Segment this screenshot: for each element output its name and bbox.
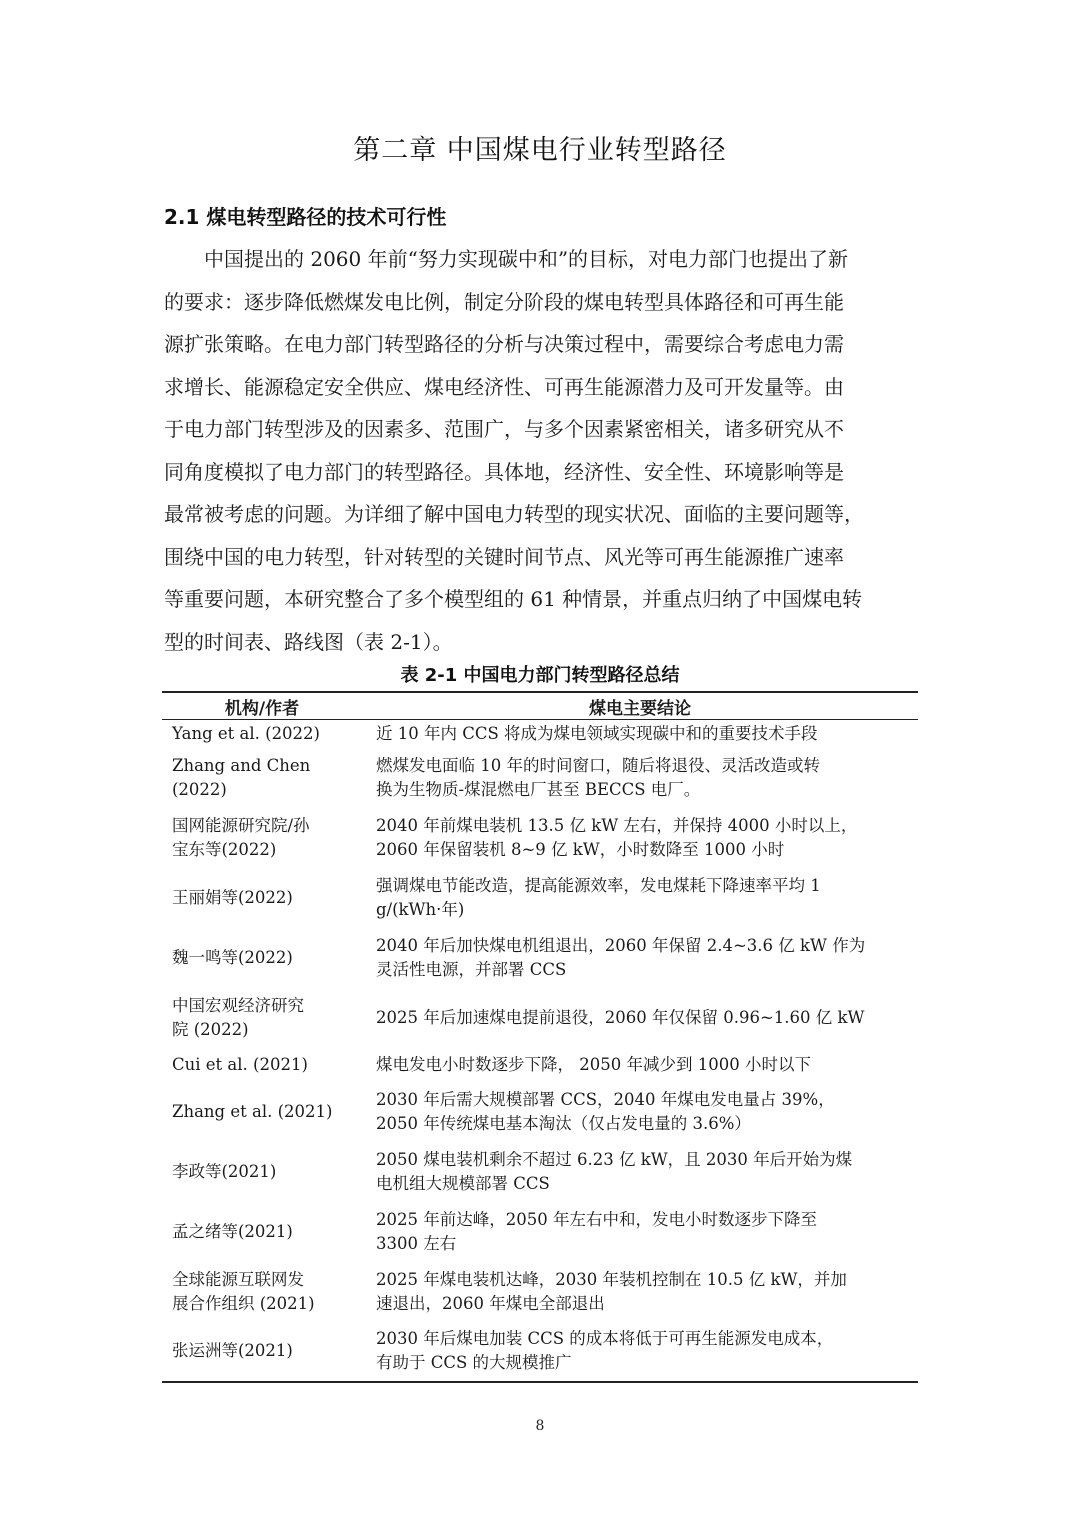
conclusion-text: 2050 煤电装机剩余不超过 6.23 亿 kW，且 2030 年后开始为煤 xyxy=(376,1149,853,1169)
paragraph-line: 求增长、能源稳定安全供应、煤电经济性、可再生能源潜力及可开发量等。由 xyxy=(164,374,844,399)
author-text: Zhang et al. (2021) xyxy=(172,1101,333,1121)
table-row xyxy=(162,1322,918,1382)
table-row xyxy=(162,1082,918,1142)
conclusion-cell xyxy=(362,1202,918,1262)
table-row xyxy=(162,1142,918,1202)
author-text: 魏一鸣等(2022) xyxy=(172,947,293,967)
chapter-title: 第二章 中国煤电行业转型路径 xyxy=(353,135,727,166)
author-text: 展合作组织 (2021) xyxy=(172,1293,315,1313)
table-row xyxy=(162,868,918,928)
author-cell xyxy=(162,1202,362,1262)
conclusion-text: 2060 年保留装机 8~9 亿 kW，小时数降至 1000 小时 xyxy=(376,839,785,859)
conclusion-cell xyxy=(362,928,918,988)
conclusion-cell xyxy=(362,988,918,1048)
paragraph-line: 中国提出的 2060 年前“努力实现碳中和”的目标，对电力部门也提出了新 xyxy=(164,247,849,271)
author-cell xyxy=(162,1082,362,1142)
author-cell xyxy=(162,720,362,748)
paragraph-line: 等重要问题，本研究整合了多个模型组的 61 种情景，并重点归纳了中国煤电转 xyxy=(164,587,863,611)
conclusion-cell xyxy=(362,808,918,868)
author-cell xyxy=(162,988,362,1048)
paragraph-line: 同角度模拟了电力部门的转型路径。具体地，经济性、安全性、环境影响等是 xyxy=(164,459,844,484)
conclusion-text: 强调煤电节能改造，提高能源效率，发电煤耗下降速率平均 1 xyxy=(376,875,821,895)
conclusion-cell xyxy=(362,1322,918,1382)
paragraph-line: 于电力部门转型涉及的因素多、范围广，与多个因素紧密相关，诸多研究从不 xyxy=(164,417,844,441)
author-cell xyxy=(162,1142,362,1202)
conclusion-text: 3300 左右 xyxy=(376,1233,457,1253)
column-header-conclusion: 煤电主要结论 xyxy=(362,692,918,720)
table-row xyxy=(162,808,918,868)
author-cell xyxy=(162,748,362,808)
author-cell xyxy=(162,808,362,868)
table-header-row xyxy=(162,692,918,720)
conclusion-cell xyxy=(362,1262,918,1322)
conclusion-text: 灵活性电源，并部署 CCS xyxy=(376,959,567,979)
table-row xyxy=(162,928,918,988)
conclusion-text: 电机组大规模部署 CCS xyxy=(376,1173,550,1193)
conclusion-cell xyxy=(362,1048,918,1082)
conclusion-text: 2025 年煤电装机达峰，2030 年装机控制在 10.5 亿 kW，并加 xyxy=(376,1269,847,1289)
conclusion-text: 燃煤发电面临 10 年的时间窗口，随后将退役、灵活改造或转 xyxy=(376,755,820,775)
conclusion-cell xyxy=(362,1142,918,1202)
conclusion-text: 换为生物质-煤混燃电厂甚至 BECCS 电厂。 xyxy=(376,779,701,799)
table-row xyxy=(162,1202,918,1262)
transition-pathway-table xyxy=(162,691,918,1383)
author-text: 中国宏观经济研究 xyxy=(172,995,304,1015)
paragraph-line: 型的时间表、路线图（表 2-1）。 xyxy=(164,629,453,654)
conclusion-text: g/(kWh·年) xyxy=(376,899,465,919)
author-text: 张运洲等(2021) xyxy=(172,1341,293,1360)
conclusion-text: 2050 年传统煤电基本淘汰（仅占发电量的 3.6%） xyxy=(376,1113,751,1133)
author-cell xyxy=(162,1262,362,1322)
table-row xyxy=(162,748,918,808)
paragraph-line: 最常被考虑的问题。为详细了解中国电力转型的现实状况、面临的主要问题等， xyxy=(164,502,864,526)
conclusion-text: 2030 年后煤电加装 CCS 的成本将低于可再生能源发电成本， xyxy=(376,1329,834,1348)
table-row xyxy=(162,1262,918,1322)
paragraph-line: 的要求：逐步降低燃煤发电比例，制定分阶段的煤电转型具体路径和可再生能 xyxy=(164,289,844,314)
conclusion-cell xyxy=(362,1082,918,1142)
conclusion-text: 2040 年前煤电装机 13.5 亿 kW 左右，并保持 4000 小时以上， xyxy=(376,815,858,835)
page-number: 8 xyxy=(535,1418,545,1434)
conclusion-text: 速退出，2060 年煤电全部退出 xyxy=(376,1293,605,1313)
author-text: 国网能源研究院/孙 xyxy=(172,815,310,835)
body-paragraph xyxy=(164,238,920,663)
conclusion-text: 2025 年前达峰，2050 年左右中和，发电小时数逐步下降至 xyxy=(376,1209,817,1229)
conclusion-cell xyxy=(362,720,918,748)
author-text: 王丽娟等(2022) xyxy=(172,887,293,907)
conclusion-text: 近 10 年内 CCS 将成为煤电领域实现碳中和的重要技术手段 xyxy=(376,723,818,743)
author-text: Yang et al. (2022) xyxy=(172,723,320,743)
conclusion-text: 2025 年后加速煤电提前退役，2060 年仅保留 0.96~1.60 亿 kW xyxy=(376,1007,865,1027)
author-cell xyxy=(162,1048,362,1082)
author-cell xyxy=(162,1322,362,1382)
paragraph-line: 源扩张策略。在电力部门转型路径的分析与决策过程中，需要综合考虑电力需 xyxy=(164,332,844,356)
table-caption: 表 2-1 中国电力部门转型路径总结 xyxy=(400,665,680,686)
summary-table xyxy=(162,691,918,1383)
conclusion-text: 煤电发电小时数逐步下降， 2050 年减少到 1000 小时以下 xyxy=(376,1054,811,1074)
author-text: Cui et al. (2021) xyxy=(172,1054,308,1074)
author-text: 李政等(2021) xyxy=(172,1161,277,1181)
table-row xyxy=(162,988,918,1048)
author-text: (2022) xyxy=(172,779,227,799)
author-cell xyxy=(162,868,362,928)
table-row xyxy=(162,720,918,748)
table-row xyxy=(162,1048,918,1082)
conclusion-text: 有助于 CCS 的大规模推广 xyxy=(376,1353,572,1372)
author-text: 宝东等(2022) xyxy=(172,839,277,859)
section-title: 2.1 煤电转型路径的技术可行性 xyxy=(164,205,447,229)
paragraph-line: 围绕中国的电力转型，针对转型的关键时间节点、风光等可再生能源推广速率 xyxy=(164,544,844,569)
author-text: 院 (2022) xyxy=(172,1019,249,1039)
column-header-author: 机构/作者 xyxy=(162,692,362,720)
conclusion-cell xyxy=(362,868,918,928)
conclusion-cell xyxy=(362,748,918,808)
author-text: Zhang and Chen xyxy=(172,755,311,775)
conclusion-text: 2040 年后加快煤电机组退出，2060 年保留 2.4~3.6 亿 kW 作为 xyxy=(376,935,866,955)
author-text: 全球能源互联网发 xyxy=(172,1269,304,1289)
author-cell xyxy=(162,928,362,988)
conclusion-text: 2030 年后需大规模部署 CCS，2040 年煤电发电量占 39%， xyxy=(376,1089,835,1109)
author-text: 孟之绪等(2021) xyxy=(172,1221,293,1241)
